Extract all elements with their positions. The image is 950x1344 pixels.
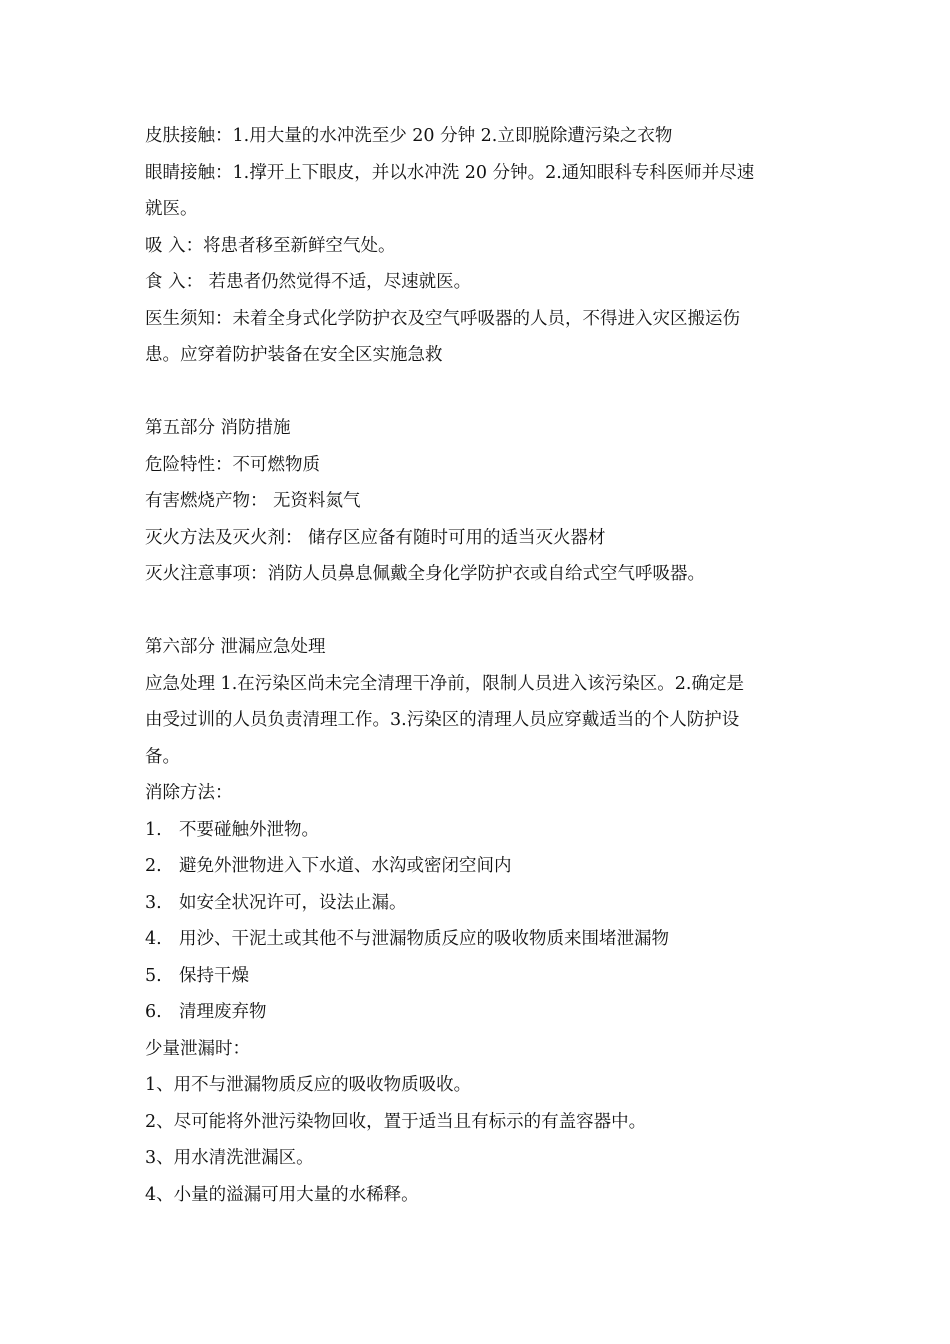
emergency-line-1: 应急处理 1.在污染区尚未完全清理干净前，限制人员进入该污染区。2.确定是 — [145, 673, 744, 694]
inhalation-line: 吸 入：将患者移至新鲜空气处。 — [145, 235, 396, 256]
list-item — [145, 812, 810, 849]
eye-contact-line-2: 就医。 — [145, 199, 198, 219]
list-text: 如安全状况许可，设法止漏。 — [179, 892, 407, 913]
list-number: 5. — [145, 965, 162, 986]
document-page — [145, 118, 810, 1213]
list-item — [145, 958, 810, 995]
section-gap — [145, 593, 810, 630]
list-text: 保持干燥 — [179, 965, 249, 986]
emergency-line-2: 由受过训的人员负责清理工作。3.污染区的清理人员应穿戴适当的个人防护设 — [145, 710, 740, 730]
combustion-products-line: 有害燃烧产物： 无资料氮气 — [145, 491, 361, 511]
small-spill-item: 1、用不与泄漏物质反应的吸收物质吸收。 — [145, 1075, 472, 1095]
list-text: 避免外泄物进入下水道、水沟或密闭空间内 — [179, 856, 512, 876]
section-heading-fire: 第五部分 消防措施 — [145, 418, 291, 438]
eye-contact-line-1: 眼睛接触：1.撑开上下眼皮，并以水冲洗 20 分钟。2.通知眼科专科医师并尽速 — [145, 162, 755, 183]
list-item — [145, 994, 810, 1031]
fire-hazard-line: 危险特性：不可燃物质 — [145, 454, 320, 475]
small-spill-item: 3、用水清洗泄漏区。 — [145, 1148, 314, 1168]
list-item — [145, 848, 810, 885]
removal-method-label: 消除方法： — [145, 783, 233, 803]
small-spill-item: 2、尽可能将外泄污染物回收，置于适当且有标示的有盖容器中。 — [145, 1111, 647, 1132]
firefighting-notes-line: 灭火注意事项：消防人员鼻息佩戴全身化学防护衣或自给式空气呼吸器。 — [145, 564, 705, 584]
small-spill-item: 4、小量的溢漏可用大量的水稀释。 — [145, 1184, 419, 1205]
list-number: 1. — [145, 819, 162, 840]
small-spill-label: 少量泄漏时： — [145, 1038, 250, 1059]
list-number: 3. — [145, 892, 162, 913]
list-text: 用沙、干泥土或其他不与泄漏物质反应的吸收物质来围堵泄漏物 — [179, 929, 669, 949]
ingestion-line: 食 入： 若患者仍然觉得不适，尽速就医。 — [145, 272, 472, 292]
list-item — [145, 885, 810, 922]
list-number: 4. — [145, 929, 162, 949]
list-number: 6. — [145, 1002, 162, 1022]
list-text: 不要碰触外泄物。 — [179, 819, 319, 840]
doctor-notes-line-1: 医生须知：未着全身式化学防护衣及空气呼吸器的人员，不得进入灾区搬运伤 — [145, 308, 740, 329]
section-heading-spill: 第六部分 泄漏应急处理 — [145, 637, 326, 657]
section-gap — [145, 374, 810, 411]
skin-contact-line: 皮肤接触：1.用大量的水冲洗至少 20 分钟 2.立即脱除遭污染之衣物 — [145, 126, 673, 146]
list-item — [145, 921, 810, 958]
list-text: 清理废弃物 — [179, 1002, 267, 1022]
extinguishing-method-line: 灭火方法及灭火剂： 储存区应备有随时可用的适当灭火器材 — [145, 527, 606, 548]
emergency-line-3: 备。 — [145, 746, 180, 767]
doctor-notes-line-2: 患。应穿着防护装备在安全区实施急救 — [145, 345, 443, 365]
list-number: 2. — [145, 856, 162, 876]
